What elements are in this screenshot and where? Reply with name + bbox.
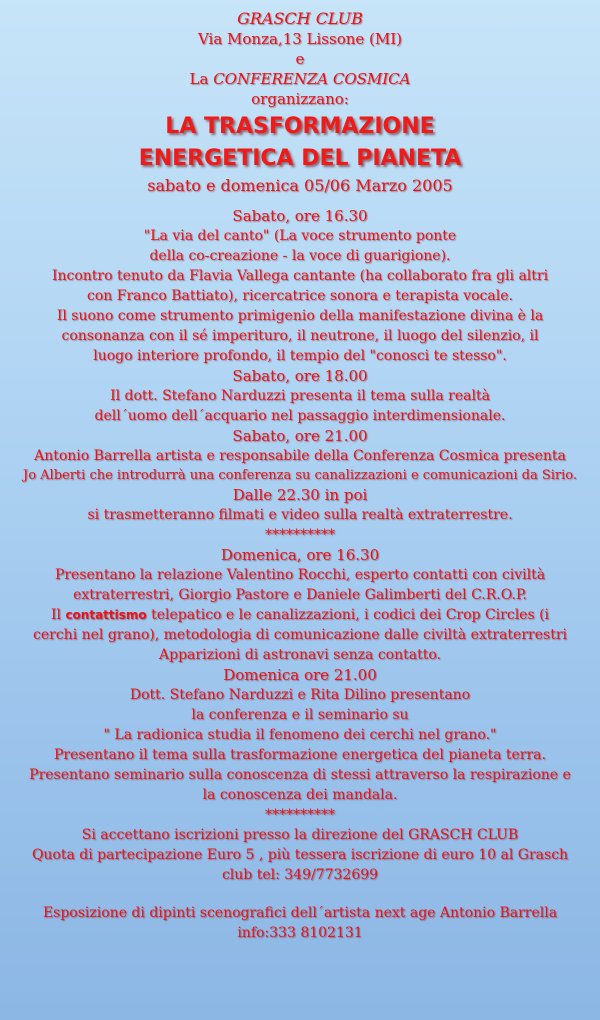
section-heading: Sabato, ore 18.00 bbox=[232, 367, 368, 385]
co-organizer bbox=[0, 69, 600, 89]
section-line: extraterrestri, Giorgio Pastore e Daniele Galimberti del C.R.O.P. bbox=[73, 587, 527, 603]
section-line: Apparizioni di astronavi senza contatto. bbox=[159, 647, 441, 663]
section-line: " La radionica studia il fenomeno dei cerchi nel grano." bbox=[103, 727, 497, 743]
section-line: Presentano il tema sulla trasformazione energetica del pianeta terra. bbox=[54, 747, 546, 763]
section-line: Presentano seminario sulla conoscenza di stessi attraverso la respirazione e bbox=[29, 767, 571, 783]
saturday-2100-section bbox=[0, 426, 600, 485]
section-line: consonanza con il sé imperituro, il neutrone, il luogo del silenzio, il bbox=[61, 328, 539, 344]
section-line: dell´uomo dell´acquario nel passaggio interdimensionale. bbox=[94, 408, 506, 424]
section-line: Il suono come strumento primigenio della manifestazione divina è la bbox=[56, 308, 544, 324]
section-line: luogo interiore profondo, il tempio del "conosci te stesso". bbox=[93, 348, 507, 364]
section-heading: Dalle 22.30 in poi bbox=[232, 486, 368, 504]
section-line: con Franco Battiato), ricercatrice sonora e terapista vocale. bbox=[87, 288, 513, 304]
footer bbox=[0, 825, 600, 943]
section-line: Jo Alberti che introdurrà una conferenza su canalizzazioni e comunicazioni da Sirio. bbox=[22, 468, 578, 483]
footer-line: Quota di partecipazione Euro 5 , più tessera iscrizione di euro 10 al Grasch bbox=[31, 847, 569, 863]
club-address: Via Monza,13 Lissone (MI) bbox=[197, 30, 403, 48]
contattismo-word: contattismo bbox=[65, 608, 147, 622]
info-contact: info:333 8102131 bbox=[237, 925, 363, 941]
footer-line: Si accettano iscrizioni presso la direzione del GRASCH CLUB bbox=[81, 827, 519, 843]
page-title-line-2: ENERGETICA DEL PIANETA bbox=[138, 146, 462, 171]
section-line: Presentano la relazione Valentino Rocchi, esperto contatti con civiltà bbox=[54, 567, 546, 583]
section-line: Il dott. Stefano Narduzzi presenta il tema sulla realtà bbox=[110, 388, 490, 404]
il-prefix: Il bbox=[50, 607, 66, 623]
header bbox=[0, 8, 600, 196]
footer-line: club tel: 349/7732699 bbox=[221, 867, 379, 883]
section-line: la conferenza e il seminario su bbox=[191, 707, 409, 723]
saturday-1800-section bbox=[0, 366, 600, 426]
separator: ********** bbox=[265, 527, 335, 543]
sunday-2100-section bbox=[0, 665, 600, 805]
saturday-1630-section bbox=[0, 206, 600, 366]
section-heading: Domenica ore 21.00 bbox=[223, 666, 377, 684]
separator: ********** bbox=[265, 807, 335, 823]
section-line: Antonio Barrella artista e responsabile della Conferenza Cosmica presenta bbox=[34, 448, 566, 464]
section-heading: Domenica, ore 16.30 bbox=[220, 546, 380, 564]
section-line: della co-creazione - la voce di guarigione). bbox=[149, 248, 451, 264]
section-line bbox=[0, 605, 600, 625]
section-line: "La via del canto" (La voce strumento ponte bbox=[143, 228, 457, 244]
organize-text: organizzano: bbox=[251, 90, 349, 108]
section-line: si trasmetteranno filmati e video sulla realtà extraterrestre. bbox=[87, 507, 513, 523]
night-section bbox=[0, 485, 600, 525]
sunday-1630-section bbox=[0, 545, 600, 665]
section-line: Incontro tenuto da Flavia Vallega cantante (ha collaborato fra gli altri bbox=[51, 268, 549, 284]
section-line: la conoscenza dei mandala. bbox=[202, 787, 398, 803]
conference-name: CONFERENZA COSMICA bbox=[213, 70, 411, 88]
la-prefix: La bbox=[189, 70, 214, 88]
section-line: cerchi nel grano), metodologia di comunicazione dalle civiltà extraterrestri bbox=[33, 627, 567, 643]
section-heading: Sabato, ore 21.00 bbox=[232, 427, 368, 445]
section-line: Dott. Stefano Narduzzi e Rita Dilino presentano bbox=[129, 687, 471, 703]
contattismo-rest: telepatico e le canalizzazioni, i codici dei Crop Circles (i bbox=[146, 607, 550, 623]
page-title-line-1: LA TRASFORMAZIONE bbox=[165, 114, 435, 139]
section-heading: Sabato, ore 16.30 bbox=[232, 207, 368, 225]
and-word: e bbox=[295, 50, 305, 68]
event-dates: sabato e domenica 05/06 Marzo 2005 bbox=[147, 176, 453, 195]
exhibition-line: Esposizione di dipinti scenografici dell´artista next age Antonio Barrella bbox=[42, 905, 558, 921]
club-name: GRASCH CLUB bbox=[237, 9, 363, 28]
